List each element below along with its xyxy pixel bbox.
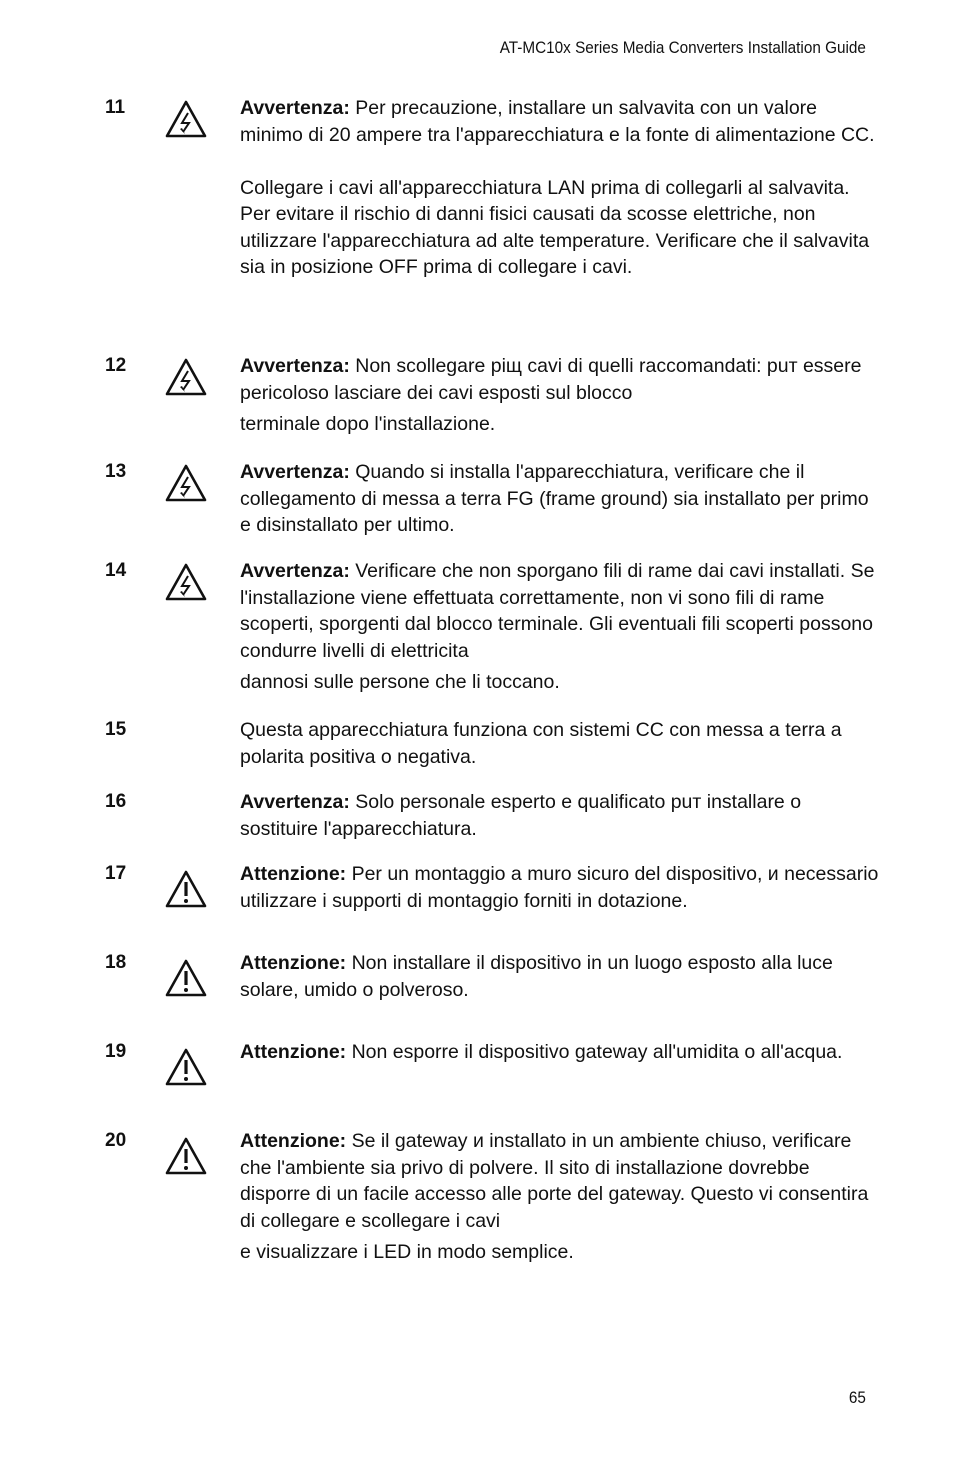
warning-label: Avvertenza: [240, 461, 350, 483]
caution-label: Attenzione: [240, 1041, 347, 1063]
item-text [240, 1128, 880, 1266]
caution-icon [164, 1047, 208, 1087]
item-text [240, 459, 880, 539]
item-text [240, 353, 880, 438]
electrical-hazard-icon [164, 463, 208, 503]
item-text [240, 717, 880, 770]
item-last-line: e visualizzare i LED in modo semplice. [240, 1241, 574, 1263]
item-last-line: terminale dopo l'installazione. [240, 413, 496, 435]
item-body: Non scollegare piщ cavi di quelli raccomandati: puт essere pericoloso lasciare dei cavi esposti sul blocco [240, 355, 862, 404]
item-text [240, 95, 880, 281]
warning-label: Avvertenza: [240, 355, 350, 377]
item-number: 12 [105, 355, 127, 376]
electrical-hazard-icon [164, 99, 208, 139]
page-number: 65 [848, 1388, 866, 1407]
warning-label: Avvertenza: [240, 560, 350, 582]
item-text [240, 1039, 880, 1066]
caution-icon [164, 869, 208, 909]
item-body: Non esporre il dispositivo gateway all'umidita o all'acqua. [346, 1041, 843, 1063]
item-number: 13 [105, 461, 127, 482]
item-text [240, 789, 880, 842]
electrical-hazard-icon [164, 357, 208, 397]
warning-label: Avvertenza: [240, 97, 350, 119]
item-body: Non installare il dispositivo in un luogo esposto alla luce solare, umido o polveroso. [240, 952, 833, 1001]
item-body: Questa apparecchiatura funziona con sistemi CC con messa a terra a polarita positiva o negativa. [240, 719, 842, 768]
item-text [240, 861, 880, 914]
item-number: 18 [105, 952, 127, 973]
item-number: 14 [105, 560, 127, 581]
item-text [240, 558, 880, 696]
caution-icon [164, 1136, 208, 1176]
caution-label: Attenzione: [240, 952, 347, 974]
item-body: Quando si installa l'apparecchiatura, verificare che il collegamento di messa a terra FG (frame ground) sia installato per primo e disinstallato per ultimo. [240, 461, 869, 536]
item-number: 20 [105, 1130, 127, 1151]
item-text [240, 950, 880, 1003]
item-number: 11 [105, 97, 126, 118]
item-number: 15 [105, 719, 127, 740]
item-paragraph: Collegare i cavi all'apparecchiatura LAN prima di collegarli al salvavita. Per evitare il rischio di danni fisici causati da scosse elettriche, non utilizzare l'apparecchiatura ad alte temperature. Verificare che il salvavita sia in posizione OFF prima di collegare i cavi. [240, 176, 870, 278]
electrical-hazard-icon [164, 562, 208, 602]
item-number: 17 [105, 863, 127, 884]
caution-icon [164, 958, 208, 998]
item-body: Solo personale esperto e qualificato puт installare o sostituire l'apparecchiatura. [240, 791, 802, 840]
item-number: 16 [105, 791, 127, 812]
item-last-line: dannosi sulle persone che li toccano. [240, 671, 560, 693]
item-body: Per precauzione, installare un salvavita con un valore minimo di 20 ampere tra l'apparecchiatura e la fonte di alimentazione CC. [240, 97, 875, 146]
warning-label: Avvertenza: [240, 791, 350, 813]
item-body: Verificare che non sporgano fili di rame dai cavi installati. Se l'installazione viene effettuata correttamente, non vi sono fili di rame scoperti, sporgenti dal blocco terminale. Gli eventuali fili scoperti possono condurre livelli di elettricita [240, 560, 875, 662]
caution-label: Attenzione: [240, 1130, 347, 1152]
item-number: 19 [105, 1041, 127, 1062]
caution-label: Attenzione: [240, 863, 347, 885]
page-header: AT-MC10x Series Media Converters Installation Guide [499, 38, 866, 57]
item-body: Per un montaggio a muro sicuro del dispositivo, и necessario utilizzare i supporti di montaggio forniti in dotazione. [240, 863, 879, 912]
item-body: Se il gateway и installato in un ambiente chiuso, verificare che l'ambiente sia privo di polvere. Il sito di installazione dovrebbe disporre di un facile accesso alle porte del gateway. Questo vi consentira di collegare e scollegare i cavi [240, 1130, 869, 1232]
